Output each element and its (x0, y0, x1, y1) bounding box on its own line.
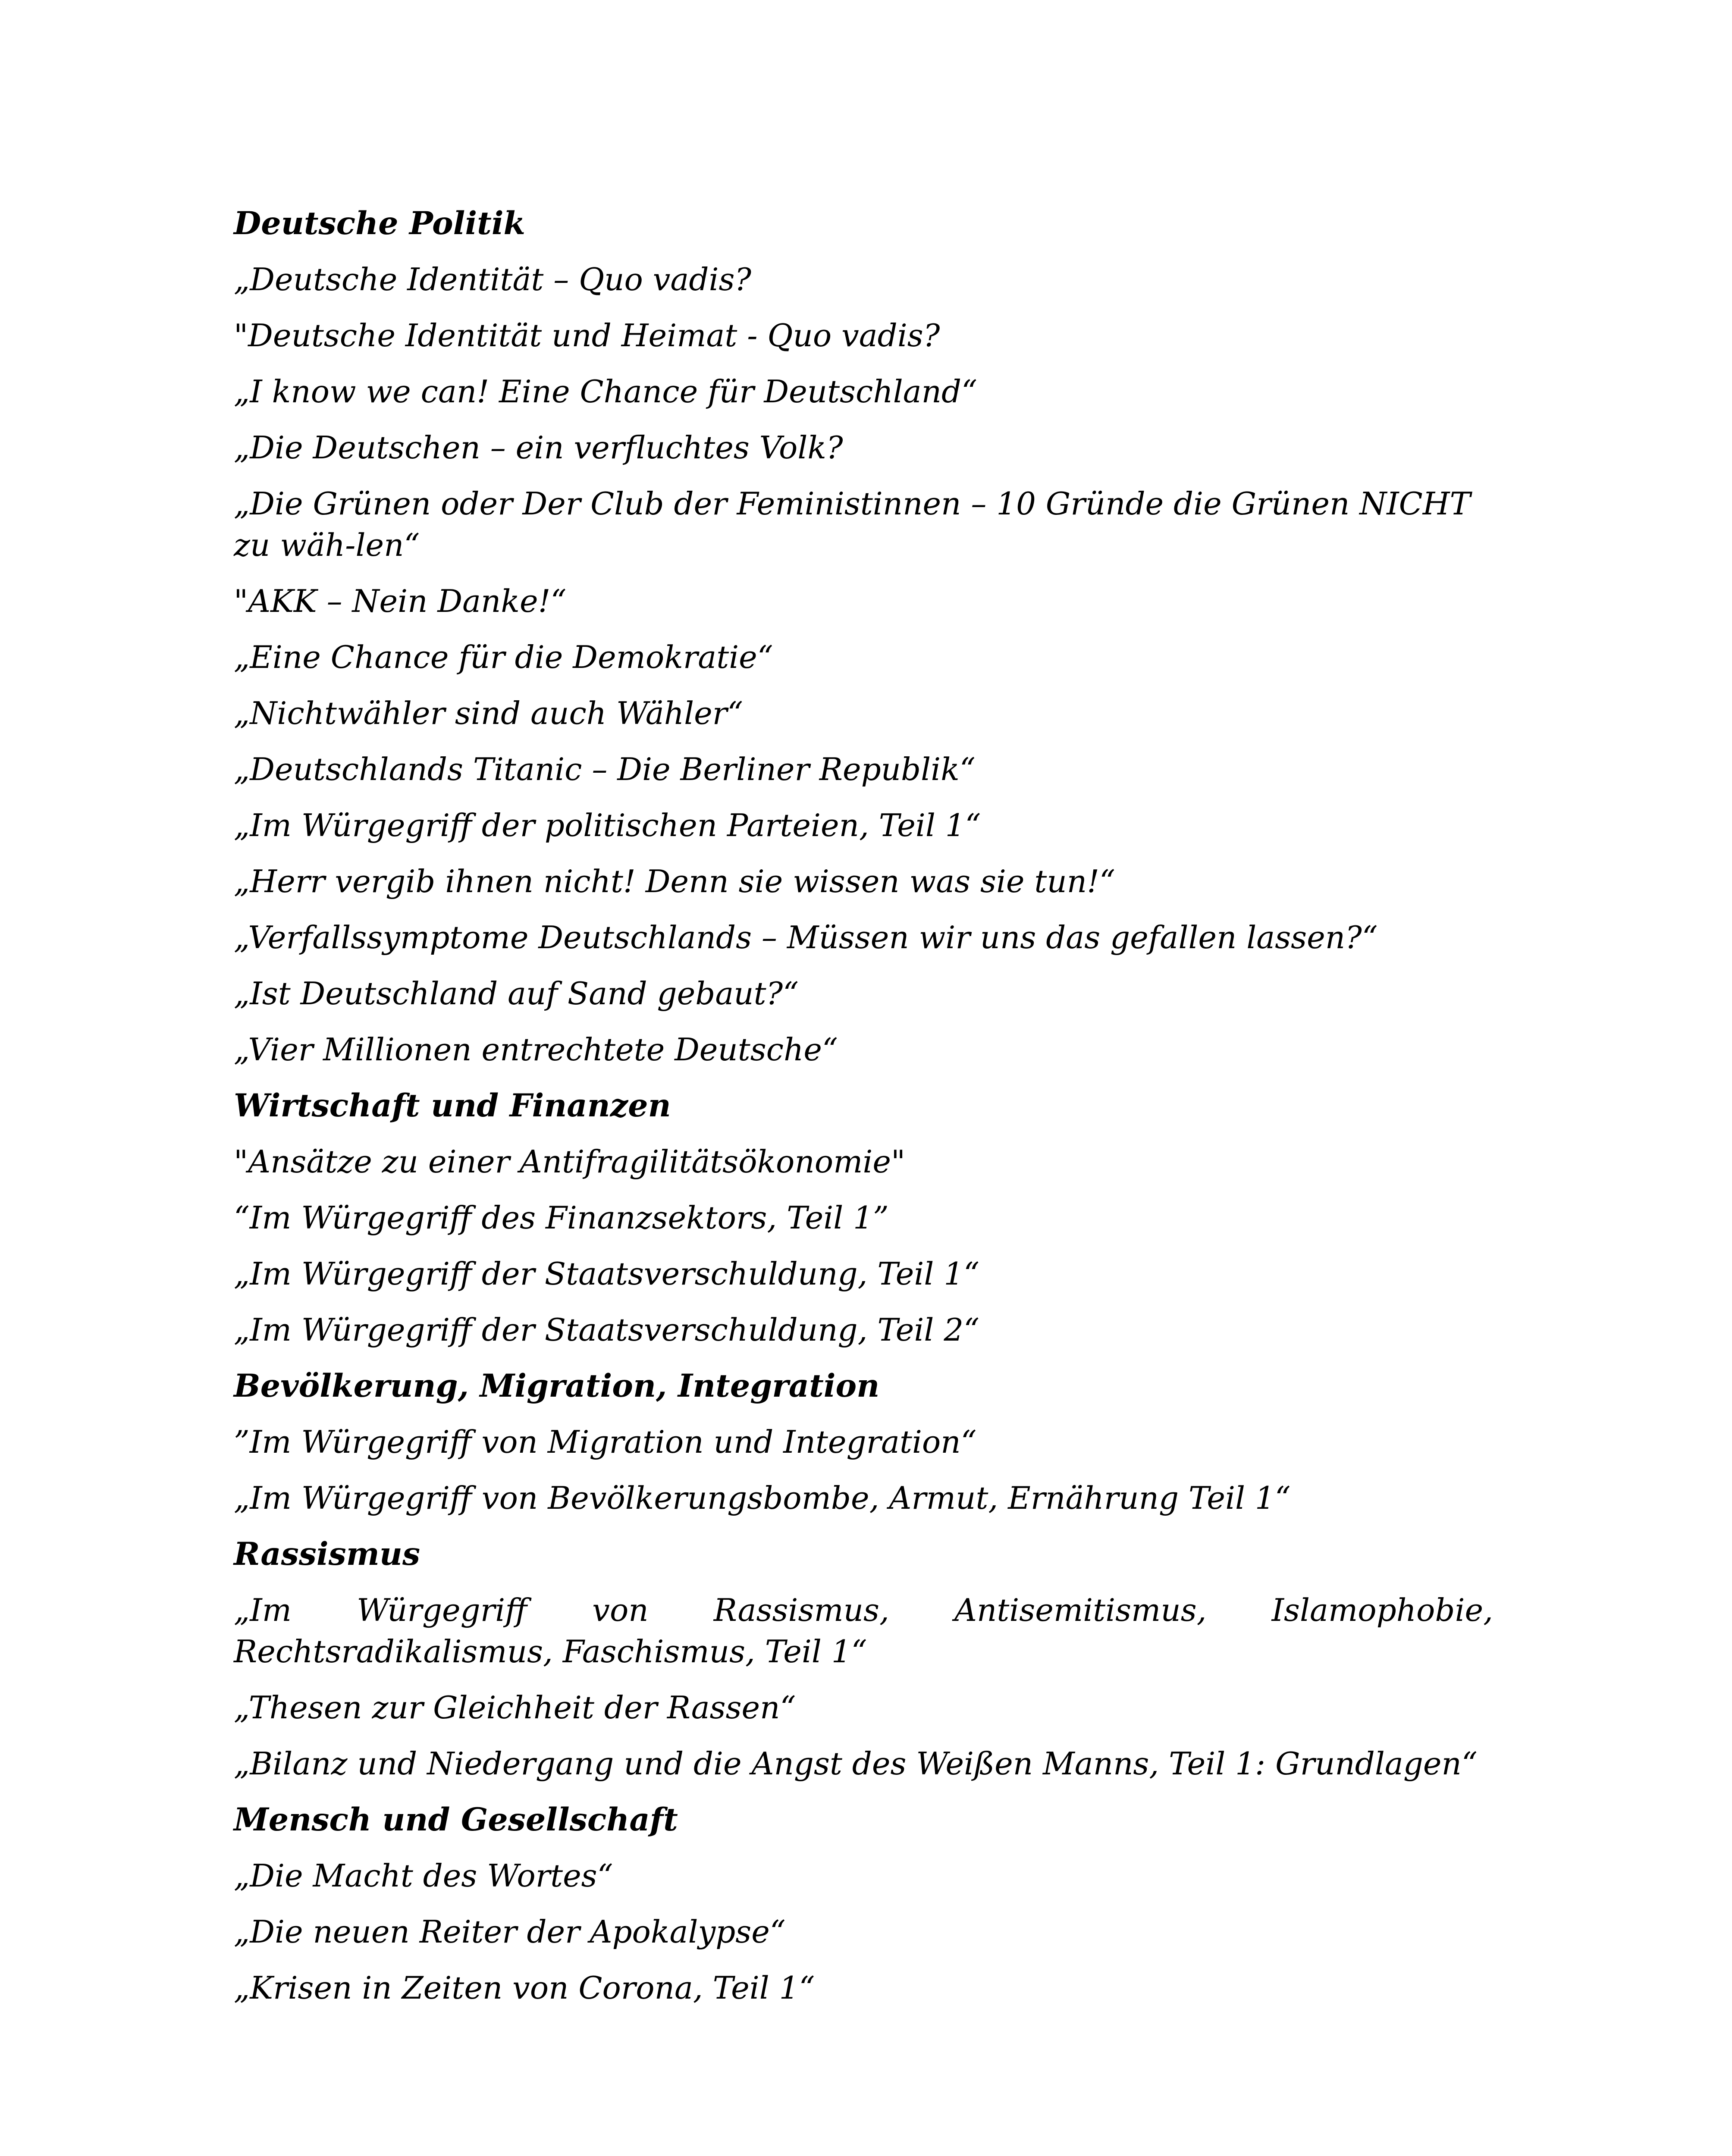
list-item: „Die Grünen oder Der Club der Feministinnen – 10 Gründe die Grünen NICHT zu wäh-len“ (234, 486, 1471, 563)
section-heading: Rassismus (234, 1536, 420, 1573)
list-item: „Bilanz und Niedergang und die Angst des Weißen Manns, Teil 1: Grundlagen“ (234, 1745, 1478, 1782)
list-item: „Deutschlands Titanic – Die Berliner Republik“ (234, 751, 976, 787)
section-deutsche-politik (234, 203, 1493, 1070)
list-item: "Deutsche Identität und Heimat - Quo vadis? (234, 317, 940, 354)
list-item: „Im Würgegriff von Bevölkerungsbombe, Armut, Ernährung Teil 1“ (234, 1480, 1291, 1516)
list-item: „Deutsche Identität – Quo vadis? (234, 261, 752, 298)
section-heading: Deutsche Politik (234, 205, 526, 242)
section-heading: Mensch und Gesellschaft (234, 1801, 678, 1838)
section-wirtschaft-und-finanzen (234, 1085, 1493, 1351)
list-item: ”Im Würgegriff von Migration und Integration“ (234, 1424, 977, 1460)
list-item: „Verfallssymptome Deutschlands – Müssen wir uns das gefallen lassen?“ (234, 919, 1378, 956)
list-item: „Eine Chance für die Demokratie“ (234, 639, 773, 675)
document-page (234, 203, 1493, 2023)
list-item: „I know we can! Eine Chance für Deutschland“ (234, 373, 977, 410)
section-bevoelkerung-migration-integration (234, 1365, 1493, 1519)
list-item: „Im Würgegriff von Rassismus, Antisemitismus, Islamophobie, Rechtsradikalismus, Faschismus, Teil 1“ (234, 1592, 1493, 1670)
list-item: „Krisen in Zeiten von Corona, Teil 1“ (234, 1970, 815, 2006)
list-item: „Im Würgegriff der Staatsverschuldung, Teil 2“ (234, 1312, 979, 1348)
list-item: „Nichtwähler sind auch Wähler“ (234, 695, 743, 731)
list-item: "AKK – Nein Danke!“ (234, 583, 567, 619)
list-item: „Im Würgegriff der Staatsverschuldung, Teil 1“ (234, 1256, 979, 1292)
list-item: „Die Macht des Wortes“ (234, 1858, 613, 1894)
list-item: „Die neuen Reiter der Apokalypse“ (234, 1914, 786, 1950)
list-item: „Die Deutschen – ein verfluchtes Volk? (234, 429, 843, 466)
list-item: „Vier Millionen entrechtete Deutsche“ (234, 1031, 838, 1068)
section-rassismus (234, 1533, 1493, 1784)
section-mensch-und-gesellschaft (234, 1799, 1493, 2009)
list-item: „Ist Deutschland auf Sand gebaut?“ (234, 975, 799, 1012)
list-item: „Herr vergib ihnen nicht! Denn sie wissen was sie tun!“ (234, 863, 1115, 899)
list-item: „Im Würgegriff der politischen Parteien, Teil 1“ (234, 807, 981, 843)
section-heading: Bevölkerung, Migration, Integration (234, 1367, 880, 1404)
section-heading: Wirtschaft und Finanzen (234, 1087, 671, 1124)
list-item: "Ansätze zu einer Antifragilitätsökonomie" (234, 1144, 906, 1180)
list-item: „Thesen zur Gleichheit der Rassen“ (234, 1689, 796, 1726)
list-item: “Im Würgegriff des Finanzsektors, Teil 1” (234, 1200, 889, 1236)
